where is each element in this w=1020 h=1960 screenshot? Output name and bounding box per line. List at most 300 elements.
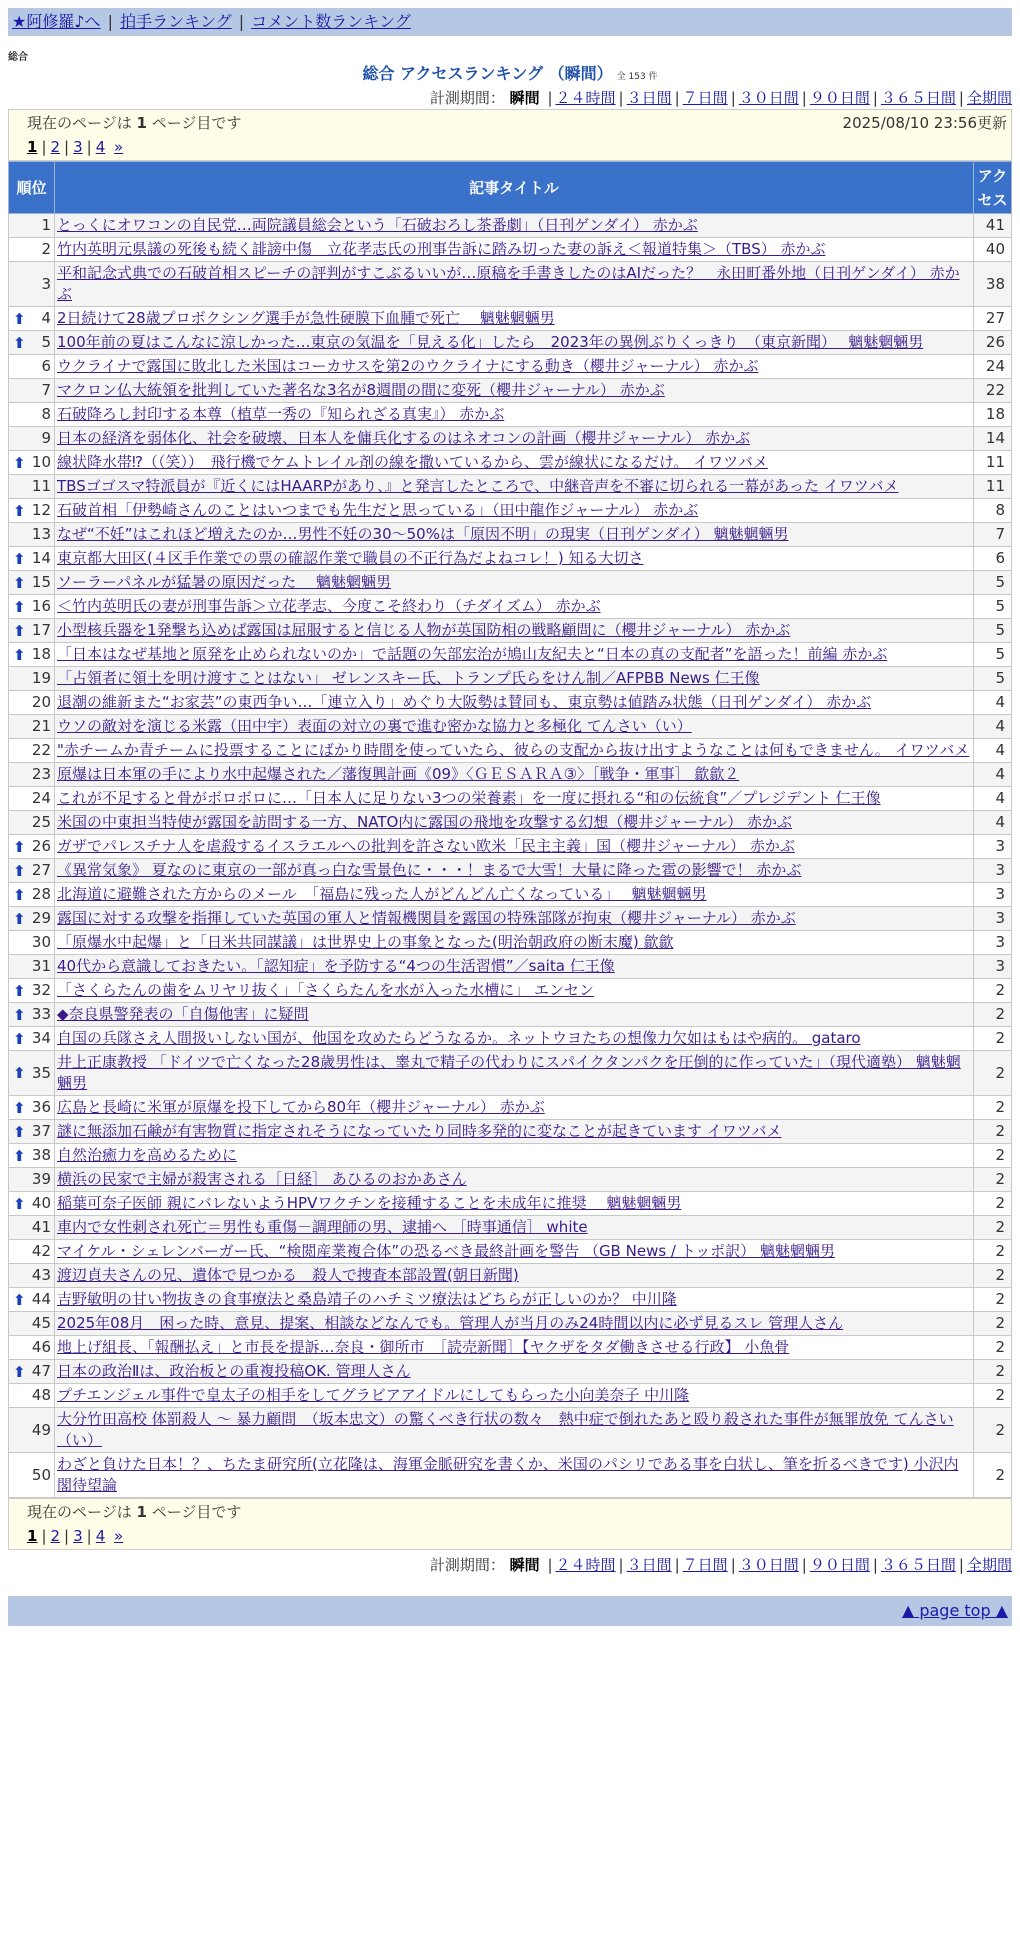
table-row [9,1144,1012,1168]
access-count: 2 [974,1051,1012,1096]
table-row [9,859,1012,883]
rank-number: 31 [31,957,51,975]
article-title-link[interactable]: 稲葉可奈子医師 親にバレないようHPVワクチンを接種することを未成年に推奨 魑魅魍魎男 [57,1194,682,1212]
current-page-number: 1 [136,1503,147,1521]
table-row [9,619,1012,643]
rank-cell [9,403,55,427]
rank-cell [9,691,55,715]
current-page-text: 現在のページは [27,1503,132,1521]
rank-cell [9,619,55,643]
title-cell [55,595,974,619]
page-link[interactable]: 2 [50,1527,61,1545]
table-row [9,1216,1012,1240]
table-row [9,595,1012,619]
title-cell [55,1408,974,1453]
article-title-link[interactable]: ＜竹内英明氏の妻が刑事告訴＞立花孝志、今度こそ終わり（チダイズム） 赤かぶ [57,597,601,615]
period-separator: | [730,89,736,107]
article-title-link[interactable]: 「日本はなぜ基地と原発を止められないのか」で話題の矢部宏治が鳩山友紀夫と“日本の真の支配者”を語った！前編 赤かぶ [57,645,888,663]
title-cell [55,1027,974,1051]
title-cell [55,979,974,1003]
access-count: 26 [974,331,1012,355]
title-cell [55,1003,974,1027]
rank-cell [9,1264,55,1288]
page-separator: | [86,1527,92,1545]
rank-cell [9,1288,55,1312]
title-cell [55,214,974,238]
article-title-link[interactable]: ウクライナで露国に敗北した米国はコーカサスを第2のウクライナにする動き（櫻井ジャーナル） 赤かぶ [57,357,759,375]
rank-number: 41 [31,1218,51,1236]
table-row [9,427,1012,451]
article-title-link[interactable]: 吉野敏明の甘い物抜きの食事療法と桑島靖子のハチミツ療法はどちらが正しいのか？ 中川隆 [57,1290,677,1308]
article-title-link[interactable]: TBSゴゴスマ特派員が『近くにはHAARPがあり、』と発言したところで、中継音声を不審に切られる一幕があった イワツバメ [57,477,899,495]
title-cell [55,619,974,643]
title-cell [55,859,974,883]
rank-cell [9,931,55,955]
rank-number: 37 [31,1122,51,1140]
rank-cell [9,835,55,859]
access-count: 2 [974,1240,1012,1264]
rank-number: 38 [31,1146,51,1164]
article-title-link[interactable]: ガザでパレスチナ人を虐殺するイスラエルへの批判を許さない欧米「民主主義」国（櫻井ジャーナル） 赤かぶ [57,837,795,855]
table-row [9,907,1012,931]
next-page-link[interactable]: » [114,1527,124,1545]
period-current: 瞬間 [509,1556,540,1574]
rank-up-arrow-icon: ⬆ [13,1146,26,1165]
title-cell [55,427,974,451]
article-title-link[interactable]: "赤チームか青チームに投票することにばかり時間を使っていたら、彼らの支配から抜け出すようなことは何もできません。 イワツバメ [57,741,970,759]
article-title-link[interactable]: 《異常気象》 夏なのに東京の一部が真っ白な雪景色に・・・！まるで大雪！大量に降った雹の影響で！ 赤かぶ [57,861,802,879]
article-title-link[interactable]: とっくにオワコンの自民党…両院議員総会という「石破おろし茶番劇」（日刊ゲンダイ） 赤かぶ [57,216,698,234]
period-option-link[interactable]: ２４時間 [555,1556,616,1574]
access-count: 2 [974,1168,1012,1192]
rank-cell [9,1003,55,1027]
access-count: 2 [974,1264,1012,1288]
period-separator: | [801,1556,807,1574]
period-option-link[interactable]: 全期間 [966,1556,1012,1574]
rank-cell [9,1027,55,1051]
rank-up-arrow-icon: ⬆ [13,309,26,328]
access-count: 2 [974,1144,1012,1168]
rank-cell [9,1384,55,1408]
period-separator: | [801,89,807,107]
rank-number: 25 [31,813,51,831]
rank-number: 6 [41,357,51,375]
period-label: 計測期間： [429,89,505,107]
rank-number: 16 [31,597,51,615]
article-title-link[interactable]: 退潮の維新また“お家芸”の東西争い…「連立入り」めぐり大阪勢は賛同も、東京勢は値踏み状態（日刊ゲンダイ） 赤かぶ [57,693,872,711]
rank-cell [9,379,55,403]
page-separator: | [41,138,47,156]
article-title-link[interactable]: 東京都大田区(４区手作業での票の確認作業で職員の不正行為だよねコレ！) 知る大切さ [57,549,644,567]
period-option-link[interactable]: ３６５日間 [880,89,956,107]
rank-number: 40 [31,1194,51,1212]
rank-up-arrow-icon: ⬆ [13,909,26,928]
table-row [9,238,1012,262]
rank-cell [9,1360,55,1384]
title-cell [55,1120,974,1144]
access-count: 4 [974,811,1012,835]
title-cell [55,715,974,739]
article-title-link[interactable]: 「原爆水中起爆」と「日米共同謀議」は世界史上の事象となった(明治朝政府の断末魔) 歙歙 [57,933,674,951]
rank-number: 39 [31,1170,51,1188]
table-row [9,475,1012,499]
article-title-link[interactable]: 石破降ろし封印する本尊（植草一秀の『知られざる真実』） 赤かぶ [57,405,505,423]
clap-ranking-link[interactable]: 拍手ランキング [120,12,232,31]
article-title-link[interactable]: 「さくらたんの歯をムリヤリ抜く」「さくらたんを水が入った水槽に」 エンセン [57,981,594,999]
access-count: 2 [974,979,1012,1003]
access-count: 5 [974,595,1012,619]
rank-number: 11 [31,477,51,495]
rank-cell [9,907,55,931]
period-label: 計測期間： [429,1556,505,1574]
article-title-link[interactable]: 大分竹田高校 体罰殺人 ～ 暴力顧問 （坂本忠文）の驚くべき行状の数々 熱中症で倒れたあと殴り殺された事件が無罪放免 てんさい（い） [57,1410,954,1449]
rank-number: 35 [31,1063,51,1082]
rank-up-arrow-icon: ⬆ [13,885,26,904]
table-row [9,1312,1012,1336]
title-cell [55,763,974,787]
rank-number: 42 [31,1242,51,1260]
rank-number: 30 [31,933,51,951]
article-title-link[interactable]: ソーラーパネルが猛暑の原因だった 魑魅魍魎男 [57,573,392,591]
page-link[interactable]: 4 [95,138,106,156]
article-title-link[interactable]: 広島と長崎に米軍が原爆を投下してから80年（櫻井ジャーナル） 赤かぶ [57,1098,545,1116]
rank-up-arrow-icon: ⬆ [13,981,26,1000]
table-row [9,883,1012,907]
table-row [9,379,1012,403]
access-count: 2 [974,1216,1012,1240]
table-row [9,811,1012,835]
article-title-link[interactable]: 自国の兵隊さえ人間扱いしない国が、他国を攻めたらどうなるか。ネットウヨたちの想像力欠如はもはや病的。 gataro [57,1029,861,1047]
updated-timestamp: 2025/08/10 23:56更新 [842,114,1007,132]
rank-number: 49 [31,1420,51,1439]
title-cell [55,547,974,571]
rank-up-arrow-icon: ⬆ [13,501,26,520]
access-count: 4 [974,739,1012,763]
rank-up-arrow-icon: ⬆ [13,1290,26,1309]
period-separator: | [618,89,624,107]
page-links [27,135,1007,159]
rank-up-arrow-icon: ⬆ [13,549,26,568]
title-cell [55,1360,974,1384]
page-top-link[interactable]: ▲ page top ▲ [901,1601,1008,1620]
period-separator: | [547,1556,553,1574]
period-options [544,1556,1012,1574]
current-page-text: 現在のページは [27,114,132,132]
page-link[interactable]: 3 [73,1527,83,1545]
access-count: 2 [974,1384,1012,1408]
table-row [9,262,1012,307]
col-title-header: 記事タイトル [55,162,974,214]
article-title-link[interactable]: 2日続けて28歳プロボクシング選手が急性硬膜下血腫で死亡 魑魅魍魎男 [57,309,555,327]
article-title-link[interactable]: 渡辺貞夫さんの兄、遺体で見つかる 殺人で捜査本部設置(朝日新聞) [57,1266,519,1284]
page-link[interactable]: 1 [27,138,38,156]
rank-number: 5 [41,333,51,351]
period-selector-top [8,87,1012,109]
access-count: 5 [974,667,1012,691]
article-title-link[interactable]: 米国の中東担当特使が露国を訪問する一方、NATO内に露国の飛地を攻撃する幻想（櫻井ジャーナル） 赤かぶ [57,813,793,831]
nav-separator: | [107,12,114,31]
rank-cell [9,499,55,523]
access-count: 3 [974,907,1012,931]
rank-cell [9,451,55,475]
access-count: 2 [974,1336,1012,1360]
article-title-link[interactable]: マイケル・シェレンバーガー氏、“検閲産業複合体”の恐るべき最終計画を警告 （GB News / トッポ訳） 魑魅魍魎男 [57,1242,836,1260]
rank-cell [9,1312,55,1336]
title-cell [55,691,974,715]
access-count: 2 [974,1453,1012,1498]
rank-cell [9,307,55,331]
rank-cell [9,715,55,739]
table-row [9,1264,1012,1288]
rank-up-arrow-icon: ⬆ [13,1005,26,1024]
table-row [9,547,1012,571]
rank-number: 18 [31,645,51,663]
access-count: 2 [974,1003,1012,1027]
page-separator: | [41,1527,47,1545]
period-current: 瞬間 [509,89,540,107]
article-title-link[interactable]: 40代から意識しておきたい。「認知症」を予防する“4つの生活習慣”／saita 仁王像 [57,957,615,975]
current-page-info [27,111,241,135]
period-separator: | [674,89,680,107]
period-option-link[interactable]: ７日間 [682,1556,728,1574]
table-row [9,1408,1012,1453]
rank-cell [9,955,55,979]
period-option-link[interactable]: ３日間 [626,89,672,107]
article-title-link[interactable]: 小型核兵器を1発撃ち込めば露国は屈服すると信じる人物が英国防相の戦略顧問に（櫻井ジャーナル） 赤かぶ [57,621,791,639]
table-row [9,214,1012,238]
article-title-link[interactable]: 謎に無添加石鹸が有害物質に指定されそうになっていたり同時多発的に変なことが起きています イワツバメ [57,1122,782,1140]
title-cell [55,451,974,475]
rank-number: 22 [31,741,51,759]
rank-up-arrow-icon: ⬆ [13,1122,26,1141]
article-title-link[interactable]: 横浜の民家で主婦が殺害される［日経］ あひるのおかあさん [57,1170,467,1188]
access-count: 2 [974,1096,1012,1120]
period-selector-bottom [8,1554,1012,1576]
rank-number: 20 [31,693,51,711]
period-separator: | [872,89,878,107]
home-link[interactable]: ★阿修羅♪へ [12,12,101,31]
article-title-link[interactable]: 北海道に避難された方からのメール 「福島に残った人がどんどん亡くなっている」 魑魅魍魎男 [57,885,707,903]
rank-cell [9,262,55,307]
access-count: 4 [974,763,1012,787]
rank-number: 26 [31,837,51,855]
period-option-link[interactable]: ３０日間 [738,89,799,107]
nav-separator: | [238,12,245,31]
access-count: 3 [974,859,1012,883]
article-title-link[interactable]: 原爆は日本軍の手により水中起爆された／藩復興計画《09》〈ＧＥＳＡＲＡ③〉［戦争・軍事］ 歙歙２ [57,765,740,783]
page-link[interactable]: 4 [95,1527,106,1545]
article-title-link[interactable]: 地上げ組長、「報酬払え」と市長を提訴…奈良・御所市 ［読売新聞］【ヤクザをタダ働きさせる行政】 小魚骨 [57,1338,790,1356]
period-option-link[interactable]: 全期間 [966,89,1012,107]
rank-cell [9,595,55,619]
title-cell [55,1288,974,1312]
access-count: 22 [974,379,1012,403]
rank-cell [9,787,55,811]
access-count: 11 [974,475,1012,499]
rank-up-arrow-icon: ⬆ [13,453,26,472]
period-option-link[interactable]: ２４時間 [555,89,616,107]
rank-up-arrow-icon: ⬆ [13,861,26,880]
article-title-link[interactable]: ウソの敵対を演じる米露（田中宇）表面の対立の裏で進む密かな協力と多極化 てんさい（い） [57,717,692,735]
access-count: 38 [974,262,1012,307]
access-count: 14 [974,427,1012,451]
title-cell [55,883,974,907]
period-option-link[interactable]: ９０日間 [809,89,870,107]
table-row [9,787,1012,811]
rank-number: 3 [41,274,51,293]
rank-number: 9 [41,429,51,447]
article-title-link[interactable]: 石破首相「伊勢崎さんのことはいつまでも先生だと思っている」（田中龍作ジャーナル） 赤かぶ [57,501,699,519]
rank-cell [9,667,55,691]
article-title-link[interactable]: 自然治癒力を高めるために [57,1146,238,1164]
table-row [9,643,1012,667]
item-count: 全 153 件 [616,72,658,82]
article-title-link[interactable]: 日本の政治Ⅱは、政治板との重複投稿OK. 管理人さん [57,1362,411,1380]
article-title-link[interactable]: 平和記念式典での石破首相スピーチの評判がすこぶるいいが…原稿を手書きしたのはAIだった？ 永田町番外地（日刊ゲンダイ） 赤かぶ [57,264,960,303]
page-link[interactable]: 1 [27,1527,38,1545]
article-title-link[interactable]: 2025年08月 困った時、意見、提案、相談などなんでも。管理人が当月のみ24時間以内に必ず見るスレ 管理人さん [57,1314,844,1332]
title-cell [55,1192,974,1216]
title-cell [55,475,974,499]
period-separator: | [872,1556,878,1574]
title-cell [55,811,974,835]
title-cell [55,499,974,523]
article-title-link[interactable]: 車内で女性刺され死亡＝男性も重傷－調理師の男、逮捕へ ［時事通信］ white [57,1218,588,1236]
rank-up-arrow-icon: ⬆ [13,1362,26,1381]
rank-number: 23 [31,765,51,783]
period-options [544,89,1012,107]
period-option-link[interactable]: ７日間 [682,89,728,107]
article-title-link[interactable]: 「占領者に領土を明け渡すことはない」 ゼレンスキー氏、トランプ氏らをけん制／AFPBB News 仁王像 [57,669,760,687]
period-option-link[interactable]: ３０日間 [738,1556,799,1574]
access-count: 11 [974,451,1012,475]
article-title-link[interactable]: ◆奈良県警発表の「自傷他害」に疑問 [57,1005,309,1023]
next-page-link[interactable]: » [114,138,124,156]
access-count: 2 [974,1360,1012,1384]
article-title-link[interactable]: 日本の経済を弱体化、社会を破壊、日本人を傭兵化するのはネオコンの計画（櫻井ジャーナル） 赤かぶ [57,429,751,447]
rank-up-arrow-icon: ⬆ [13,573,26,592]
access-count: 4 [974,787,1012,811]
article-title-link[interactable]: 線状降水帯⁉（（笑）） 飛行機でケムトレイル剤の線を撒いているから、雲が線状になるだけ。 イワツバメ [57,453,768,471]
table-row [9,1027,1012,1051]
rank-cell [9,547,55,571]
access-count: 2 [974,1192,1012,1216]
table-row [9,1360,1012,1384]
article-title-link[interactable]: 露国に対する攻撃を指揮していた英国の軍人と情報機関員を露国の特殊部隊が拘束（櫻井ジャーナル） 赤かぶ [57,909,796,927]
table-row [9,931,1012,955]
pager-top [8,109,1012,161]
access-count: 18 [974,403,1012,427]
comment-ranking-link[interactable]: コメント数ランキング [251,12,411,31]
rank-cell [9,739,55,763]
access-count: 5 [974,571,1012,595]
rank-cell [9,1453,55,1498]
table-row [9,355,1012,379]
period-separator: | [958,1556,964,1574]
rank-number: 46 [31,1338,51,1356]
rank-cell [9,1096,55,1120]
col-rank-header: 順位 [9,162,55,214]
rank-up-arrow-icon: ⬆ [13,837,26,856]
page-link[interactable]: 3 [73,138,83,156]
page-link[interactable]: 2 [50,138,61,156]
rank-cell [9,763,55,787]
article-title-link[interactable]: なぜ“不妊”はこれほど増えたのか…男性不妊の30～50%は「原因不明」の現実（日刊ゲンダイ） 魑魅魍魎男 [57,525,789,543]
article-title-link[interactable]: わざと負けた日本！？、ちたま研究所(立花隆は、海軍金脈研究を書くか、米国のパシリである事を白状し、筆を折るべきです) 小沢内閣待望論 [57,1455,959,1494]
title-cell [55,238,974,262]
access-count: 40 [974,238,1012,262]
table-row [9,1003,1012,1027]
period-separator: | [958,89,964,107]
access-count: 3 [974,835,1012,859]
ranking-table [8,161,1012,1498]
table-row [9,403,1012,427]
table-row [9,1384,1012,1408]
table-row [9,715,1012,739]
title-cell [55,1096,974,1120]
table-row [9,763,1012,787]
title-cell [55,1168,974,1192]
rank-number: 43 [31,1266,51,1284]
table-row [9,451,1012,475]
period-separator: | [547,89,553,107]
table-row [9,1051,1012,1096]
period-option-link[interactable]: ３６５日間 [880,1556,956,1574]
table-row [9,523,1012,547]
title-cell [55,571,974,595]
article-title-link[interactable]: これが不足すると骨がボロボロに…「日本人に足りない3つの栄養素」を一度に摂れる“和の伝統食”／プレジデント 仁王像 [57,789,881,807]
article-title-link[interactable]: マクロン仏大統領を批判していた著名な3名が8週間の間に変死（櫻井ジャーナル） 赤かぶ [57,381,665,399]
table-row [9,835,1012,859]
rank-cell [9,1120,55,1144]
access-count: 3 [974,931,1012,955]
period-separator: | [674,1556,680,1574]
rank-cell [9,238,55,262]
top-nav [8,8,1012,36]
period-separator: | [730,1556,736,1574]
rank-cell [9,1168,55,1192]
rank-cell [9,523,55,547]
article-title-link[interactable]: 竹内英明元県議の死後も続く誹謗中傷 立花孝志氏の刑事告訴に踏み切った妻の訴え＜報道特集＞（TBS） 赤かぶ [57,240,826,258]
rank-number: 2 [41,240,51,258]
rank-cell [9,1240,55,1264]
rank-number: 47 [31,1362,51,1380]
rank-number: 29 [31,909,51,927]
title-cell [55,262,974,307]
rank-number: 33 [31,1005,51,1023]
period-option-link[interactable]: ３日間 [626,1556,672,1574]
period-option-link[interactable]: ９０日間 [809,1556,870,1574]
rank-cell [9,1051,55,1096]
page-separator: | [64,138,70,156]
access-count: 2 [974,1027,1012,1051]
rank-cell [9,427,55,451]
article-title-link[interactable]: プチエンジェル事件で皇太子の相手をしてグラビアアイドルにしてもらった小向美奈子 中川隆 [57,1386,690,1404]
rank-up-arrow-icon: ⬆ [13,1194,26,1213]
title-cell [55,667,974,691]
page-title-text: 総合 アクセスランキング （瞬間） [362,64,613,83]
page-separator: | [64,1527,70,1545]
rank-cell [9,883,55,907]
article-title-link[interactable]: 井上正康教授 「ドイツで亡くなった28歳男性は、睾丸で精子の代わりにスパイクタンパクを圧倒的に作っていた」（現代適塾） 魑魅魍魎男 [57,1053,961,1092]
access-count: 27 [974,307,1012,331]
rank-cell [9,1192,55,1216]
col-access-header: アクセス [974,162,1012,214]
access-count: 6 [974,547,1012,571]
article-title-link[interactable]: 100年前の夏はこんなに涼しかった…東京の気温を「見える化」したら 2023年の異例ぶりくっきり （東京新聞） 魑魅魍魎男 [57,333,924,351]
table-row [9,739,1012,763]
table-row [9,331,1012,355]
